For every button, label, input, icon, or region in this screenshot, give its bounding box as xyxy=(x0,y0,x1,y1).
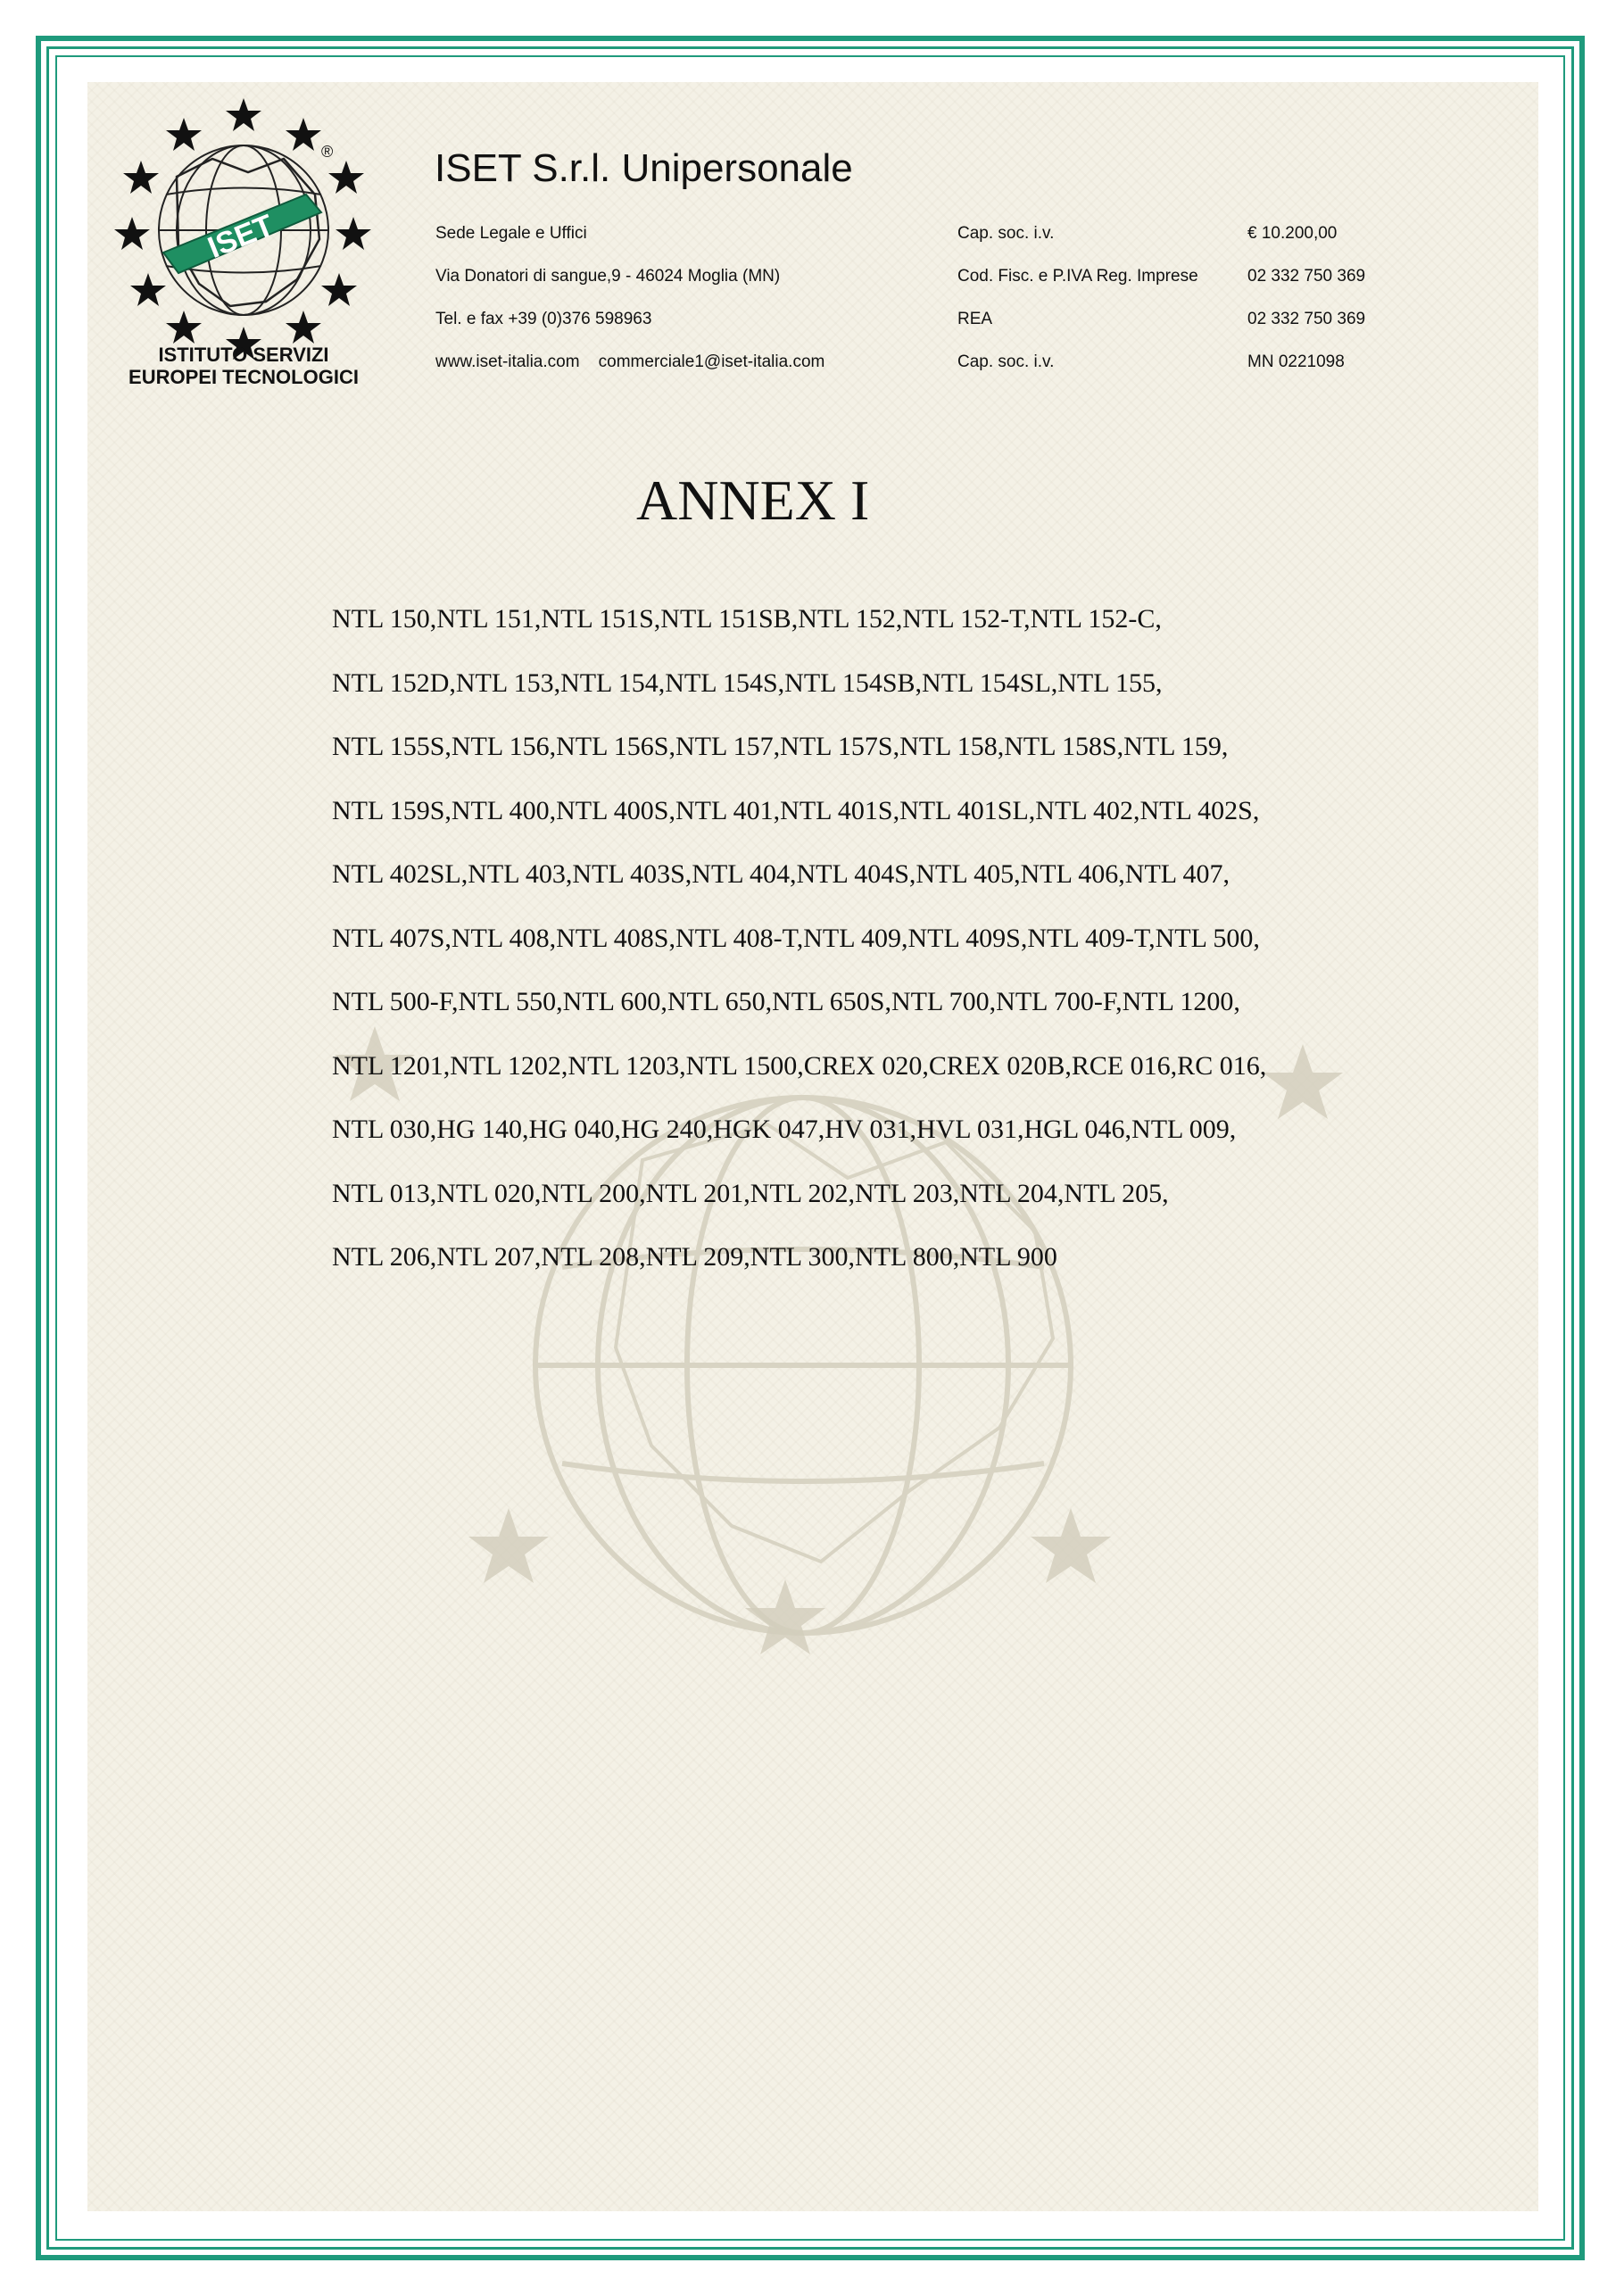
info-value: € 10.200,00 xyxy=(1247,224,1338,243)
registered-mark: ® xyxy=(321,143,334,161)
model-list-line: NTL 013,NTL 020,NTL 200,NTL 201,NTL 202,NTL 203,NTL 204,NTL 205, xyxy=(332,1178,1169,1208)
info-value: 02 332 750 369 xyxy=(1247,267,1366,286)
info-label: REA xyxy=(957,310,993,328)
model-list-line: NTL 030,HG 140,HG 040,HG 240,HGK 047,HV 031,HVL 031,HGL 046,NTL 009, xyxy=(332,1115,1237,1144)
annex-title: ANNEX I xyxy=(636,468,870,532)
model-list-line: NTL 155S,NTL 156,NTL 156S,NTL 157,NTL 157S,NTL 158,NTL 158S,NTL 159, xyxy=(332,732,1229,761)
info-label: Cap. soc. i.v. xyxy=(957,352,1055,371)
model-list-line: NTL 150,NTL 151,NTL 151S,NTL 151SB,NTL 152,NTL 152-T,NTL 152-C, xyxy=(332,604,1162,634)
address-line: Via Donatori di sangue,9 - 46024 Moglia (MN) xyxy=(435,267,781,286)
company-name: ISET S.r.l. Unipersonale xyxy=(435,146,853,190)
model-list-line: NTL 407S,NTL 408,NTL 408S,NTL 408-T,NTL 409,NTL 409S,NTL 409-T,NTL 500, xyxy=(332,923,1260,953)
model-list-line: NTL 159S,NTL 400,NTL 400S,NTL 401,NTL 401S,NTL 401SL,NTL 402,NTL 402S, xyxy=(332,795,1260,825)
info-value: 02 332 750 369 xyxy=(1247,310,1366,328)
model-list-line: NTL 152D,NTL 153,NTL 154,NTL 154S,NTL 154SB,NTL 154SL,NTL 155, xyxy=(332,667,1163,698)
info-label: Cod. Fisc. e P.IVA Reg. Imprese xyxy=(957,267,1198,286)
logo-banner-text: ISET xyxy=(203,208,279,265)
address-line: Sede Legale e Uffici xyxy=(435,224,587,243)
logo-caption: ISTITUTO SERVIZI EUROPEI TECNOLOGICI xyxy=(128,344,359,388)
model-list-line: NTL 206,NTL 207,NTL 208,NTL 209,NTL 300,NTL 800,NTL 900 xyxy=(332,1242,1057,1272)
contact-line: www.iset-italia.com commerciale1@iset-italia.com xyxy=(435,352,825,371)
model-list-line: NTL 500-F,NTL 550,NTL 600,NTL 650,NTL 650S,NTL 700,NTL 700-F,NTL 1200, xyxy=(332,987,1240,1016)
model-list-line: NTL 402SL,NTL 403,NTL 403S,NTL 404,NTL 404S,NTL 405,NTL 406,NTL 407, xyxy=(332,859,1230,889)
model-list xyxy=(332,591,1403,1293)
model-list-line: NTL 1201,NTL 1202,NTL 1203,NTL 1500,CREX 020,CREX 020B,RCE 016,RC 016, xyxy=(332,1050,1267,1081)
info-label: Cap. soc. i.v. xyxy=(957,224,1055,243)
address-line: Tel. e fax +39 (0)376 598963 xyxy=(435,310,652,328)
info-value: MN 0221098 xyxy=(1247,352,1345,371)
